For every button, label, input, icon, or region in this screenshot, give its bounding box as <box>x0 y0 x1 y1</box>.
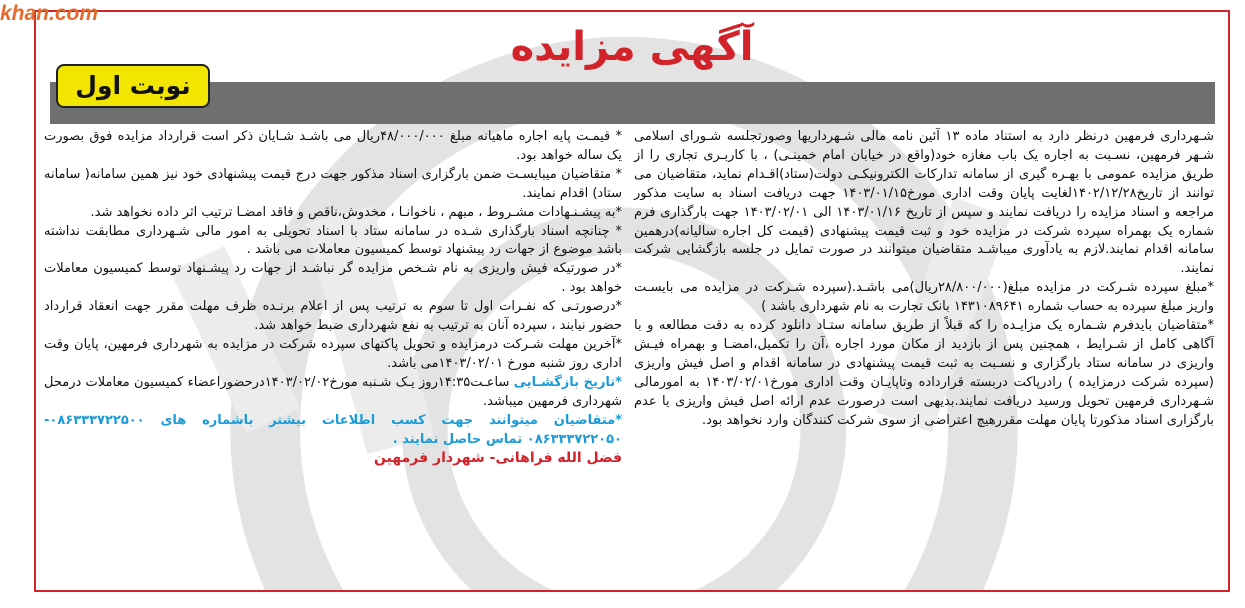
left-paragraph: *آخرین مهلت شـرکت درمزایده و تحویل پاکتهای سپرده شرکت در مزایده به شهرداری فرمهین، پایان وقت اداری روز شنبه مورخ ۱۴۰۳/۰۲/۰۱می باشد. <box>44 336 622 371</box>
left-paragraph: *به پیشـنـهادات مشـروط ، مبهم ، ناخوانـا ، مخدوش،ناقص و فاقد امضـا ترتیب اثر داده نخواهد شد. <box>90 204 622 220</box>
opening-date-paragraph <box>44 374 622 412</box>
left-column <box>44 128 622 468</box>
left-paragraph: *در صورتیکه فیش واریزی به نام شـخص مزایده گر نباشـد از جهات رد پیشـنهاد توسط کمیسیون معاملات خواهد بود . <box>44 261 622 296</box>
right-column <box>634 128 1214 431</box>
right-paragraph: *متقاضیان بایدفرم شـماره یک مزایـده را که قبلاً از طریق سامانه ستـاد دانلود کرده به دقت مطالعه و با آگاهی کامل از شـرایط ، همچنین پس از بازدید از مکان مورد اجاره ،آن را تکمیل،امضـا و بهمراه فیـش واریزی در سامانه ستاد بارگزاری و نسـبت به ثبت قیمت پیشنهادی در سامانه اقدام و اصل فیش واریزی (سپرده شرکت درمزایده ) رادرپاکت دربسته قرارداده وتاپایـان وقت اداری مورخ۱۴۰۳/۰۲/۰۱ به امورمالی شـهرداری فرمهین تحویل ورسید دریافت نمایند.بدیهی است درصورت عدم ارائه اصل فیش واریزی یا عدم بارگزاری اسناد مذکورتا پایان مهلت مقررهیچ اعتراضی از سوی شرکت کنندگان وارد نخواهد بود. <box>634 318 1214 428</box>
round-badge: نوبت اول <box>56 64 210 108</box>
signature: فضل الله فراهانی- شهردار فرمهین <box>374 450 622 467</box>
right-paragraph: *مبلغ سپرده شـرکت در مزایده مبلغ(۲۸/۸۰۰/۰۰۰ریال)می باشـد.(سپرده شـرکت در مزایده می بایسـت واریز مبلغ سپرده به حساب شماره ۱۴۳۱۰۸۹۶۴۱ بانک تجارت به نام شهرداری باشد ) <box>634 280 1214 315</box>
left-paragraph: * متقاضیان میبایسـت ضمن بارگزاری اسناد مذکور جهت درج قیمت پیشنهادی خود نیز همین سامانه( سامانه ستاد) اقدام نمایند. <box>44 166 622 201</box>
left-paragraph: * چنانچه اسناد بارگذاری شـده در سامانه ستاد با اسناد تحویلی به امور مالی شـهرداری مطابقت نداشته باشد موضوع از جهات رد پیشنهاد توسط کمیسیون معاملات می باشد . <box>44 223 622 258</box>
site-logo: khan.com <box>0 2 99 25</box>
right-paragraph: شـهرداری فرمهین درنظر دارد به استناد ماده ۱۳ آئین نامه مالی شـهرداریها وصورتجلسه شـورای اسلامی شـهر فرمهین، نسـبت به اجاره یک باب مغازه خود(واقع در خیابان امام خمینـی) ، با کاربـری تجاری را از طریق مزایده عمومی با بهـره گیری از سامانه تدارکات الکترونیکـی دولت(ستاد)اقـدام نماید، متقاضیان می توانند از تاریخ۱۴۰۲/۱۲/۲۸لغایت پایان وقت اداری مورخ۱۴۰۳/۰۱/۱۵ جهت دریافت اسناد به سایت مذکور مراجعه و اسناد مزایده را دریافت نمایند و سپس از تاریخ ۱۴۰۳/۰۱/۱۶ الی ۱۴۰۳/۰۲/۰۱ جهت بارگذاری فرم شماره یک بهمراه سپرده شرکت در مزایده خود و ثبت قیمت پیشنهادی (قیمت کل اجاره سالیانه)درهمین سامانه اقدام نمایند.لازم به یادآوری میباشـد متقاضیان میتوانند در صورت تمایل در جلسه بازگشایی شرکت نمایند. <box>634 129 1215 277</box>
header-bar <box>50 82 1215 124</box>
notice-frame <box>34 10 1230 592</box>
notice-title: آگهی مزایده <box>510 24 754 70</box>
left-paragraph: * قیمـت پایه اجاره ماهیانه مبلغ ۴۸/۰۰۰/۰۰۰ریال می باشـد شـایان ذکر است قرارداد مزایده فوق بصورت یک ساله خواهد بود. <box>44 129 622 163</box>
contact-paragraph: *متقاضیان میتوانند جهت کسب اطلاعات بیشتر باشماره های ۰۸۶۳۳۳۷۲۲۵۰۰- ۰۸۶۳۳۳۷۲۲۰۵۰ تماس حاصل نمایند . <box>44 412 622 447</box>
opening-date-text: ساعـت۱۴:۳۵روز یـک شـنبه مورخ۱۴۰۳/۰۲/۰۲درحضوراعضاء کمیسیون معاملات درمحل شهرداری فرمهین میباشد. <box>44 374 622 409</box>
opening-date-label: *تاریخ بازگشـایی <box>513 374 622 390</box>
left-paragraph: *درصورتـی که نفـرات اول تا سوم به ترتیب پس از اعلام برنـده ظرف مهلت مقرر جهت انعقاد قرارداد حضور نیابند ، سپرده آنان به ترتیب به نفع شهرداری ضبط خواهد شد. <box>44 299 622 334</box>
